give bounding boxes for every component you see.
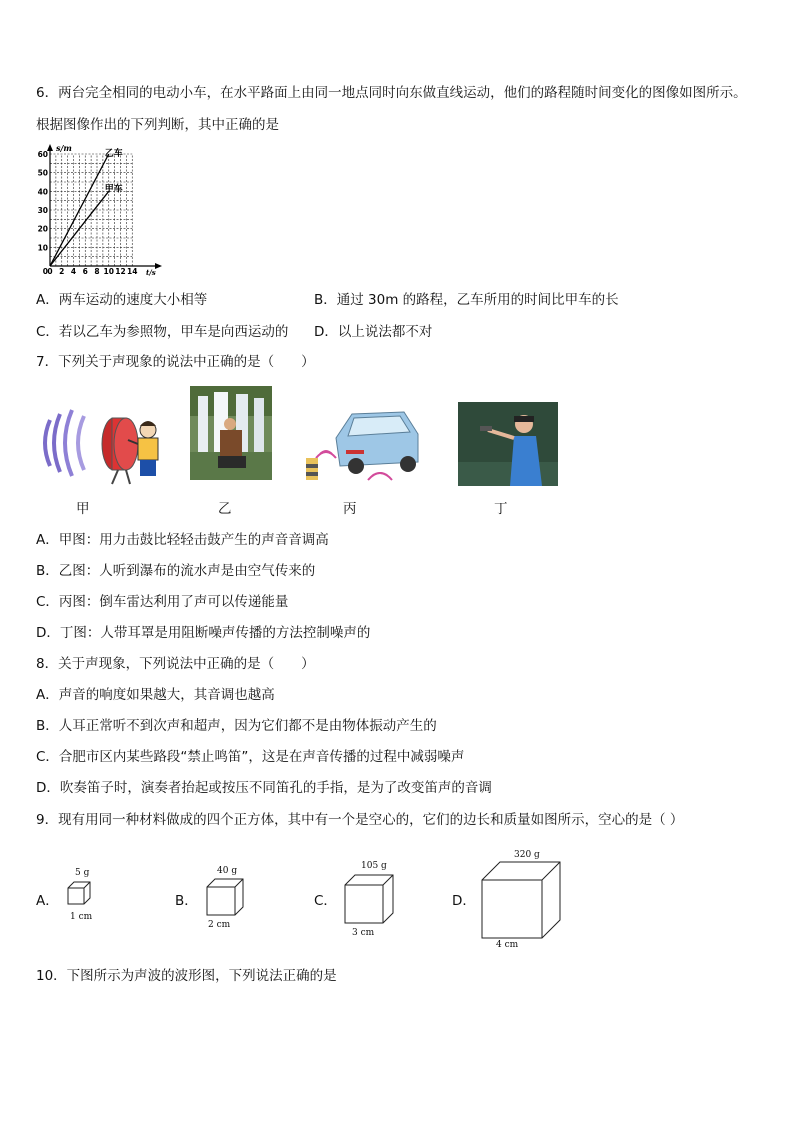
q9-option-b-letter: B． xyxy=(175,893,198,909)
figure-caption-jia: 甲 xyxy=(76,501,90,517)
y-tick-label: 30 xyxy=(37,206,48,215)
cube-a-mass: 5 g xyxy=(75,868,90,878)
series-label-jia: 甲车 xyxy=(104,184,123,195)
q8-option-c: C．合肥市区内某些路段“禁止鸣笛”，这是在声音传播的过程中减弱噪声 xyxy=(36,749,465,765)
cube-a xyxy=(66,880,92,906)
q7-stem: 7．下列关于声现象的说法中正确的是（ ） xyxy=(36,354,315,370)
cube-b-edge: 2 cm xyxy=(208,920,231,930)
x-axis-arrow xyxy=(155,263,162,269)
origin-label: 0 xyxy=(42,267,48,276)
cube-b-mass: 40 g xyxy=(217,866,238,876)
q8-option-b: B．人耳正常听不到次声和超声，因为它们都不是由物体振动产生的 xyxy=(36,718,437,734)
q9-option-d-letter: D． xyxy=(452,893,476,909)
q8-stem: 8．关于声现象，下列说法中正确的是（ ） xyxy=(36,656,315,672)
series-label-yi: 乙车 xyxy=(104,149,123,159)
figure-caption-ding: 丁 xyxy=(494,501,508,517)
cube-c-edge: 3 cm xyxy=(352,928,375,938)
q7-option-d: D．丁图：人带耳罩是用阻断噪声传播的方法控制噪声的 xyxy=(36,625,371,641)
waterfall-photo xyxy=(190,386,272,480)
q7-option-a: A．甲图：用力击鼓比轻轻击鼓产生的声音音调高 xyxy=(36,532,329,548)
car-radar-figure xyxy=(300,404,422,484)
cube-d-edge: 4 cm xyxy=(496,940,519,950)
x-tick-label: 2 xyxy=(59,267,65,276)
cube-c xyxy=(343,873,395,925)
q10-stem: 10．下图所示为声波的波形图，下列说法正确的是 xyxy=(36,968,337,984)
cube-d xyxy=(480,860,562,940)
x-axis-label: t/s xyxy=(146,268,156,277)
y-tick-label: 60 xyxy=(37,150,48,159)
x-tick-label: 6 xyxy=(82,267,88,276)
x-tick-label: 4 xyxy=(70,267,77,276)
q7-option-c: C．丙图：倒车雷达利用了声可以传递能量 xyxy=(36,594,289,610)
x-tick-label: 0 xyxy=(47,267,53,276)
q7-option-b: B．乙图：人听到瀑布的流水声是由空气传来的 xyxy=(36,563,316,579)
q8-option-a: A．声音的响度如果越大，其音调也越高 xyxy=(36,687,275,703)
x-tick-label: 8 xyxy=(94,267,100,276)
q8-option-d: D．吹奏笛子时，演奏者抬起或按压不同笛孔的手指，是为了改变笛声的音调 xyxy=(36,780,492,796)
y-tick-label: 50 xyxy=(37,168,48,178)
x-tick-label: 12 xyxy=(115,267,126,276)
figure-caption-bing: 丙 xyxy=(343,501,357,517)
figure-caption-yi: 乙 xyxy=(218,501,232,517)
y-tick-label: 40 xyxy=(37,187,48,197)
shooter-photo xyxy=(458,402,558,486)
drum-figure xyxy=(40,400,170,486)
q6-option-a: A．两车运动的速度大小相等 xyxy=(36,292,208,308)
q6-stem-line2: 根据图像作出的下列判断，其中正确的是 xyxy=(36,117,279,133)
q6-option-c: C．若以乙车为参照物，甲车是向西运动的 xyxy=(36,324,289,340)
q9-option-a-letter: A． xyxy=(36,893,59,909)
cube-c-mass: 105 g xyxy=(361,861,387,871)
y-axis-label: s/m xyxy=(56,143,72,153)
y-tick-label: 10 xyxy=(37,243,48,253)
x-tick-label: 10 xyxy=(103,267,114,276)
x-tick-label: 14 xyxy=(127,267,138,276)
cube-a-edge: 1 cm xyxy=(70,912,93,922)
q6-option-d: D．以上说法都不对 xyxy=(314,324,433,340)
st-graph xyxy=(36,142,166,278)
q6-option-b: B．通过 30m 的路程，乙车所用的时间比甲车的长 xyxy=(314,292,619,308)
cube-b xyxy=(205,877,245,917)
y-tick-label: 20 xyxy=(37,224,48,234)
q9-option-c-letter: C． xyxy=(314,893,337,909)
cube-d-mass: 320 g xyxy=(514,850,540,860)
q6-stem-line1: 6．两台完全相同的电动小车，在水平路面上由同一地点同时向东做直线运动，他们的路程随时间变化的图像如图所示。 xyxy=(36,85,747,101)
q9-stem: 9．现有用同一种材料做成的四个正方体，其中有一个是空心的，它们的边长和质量如图所示，空心的是（ ） xyxy=(36,812,684,828)
